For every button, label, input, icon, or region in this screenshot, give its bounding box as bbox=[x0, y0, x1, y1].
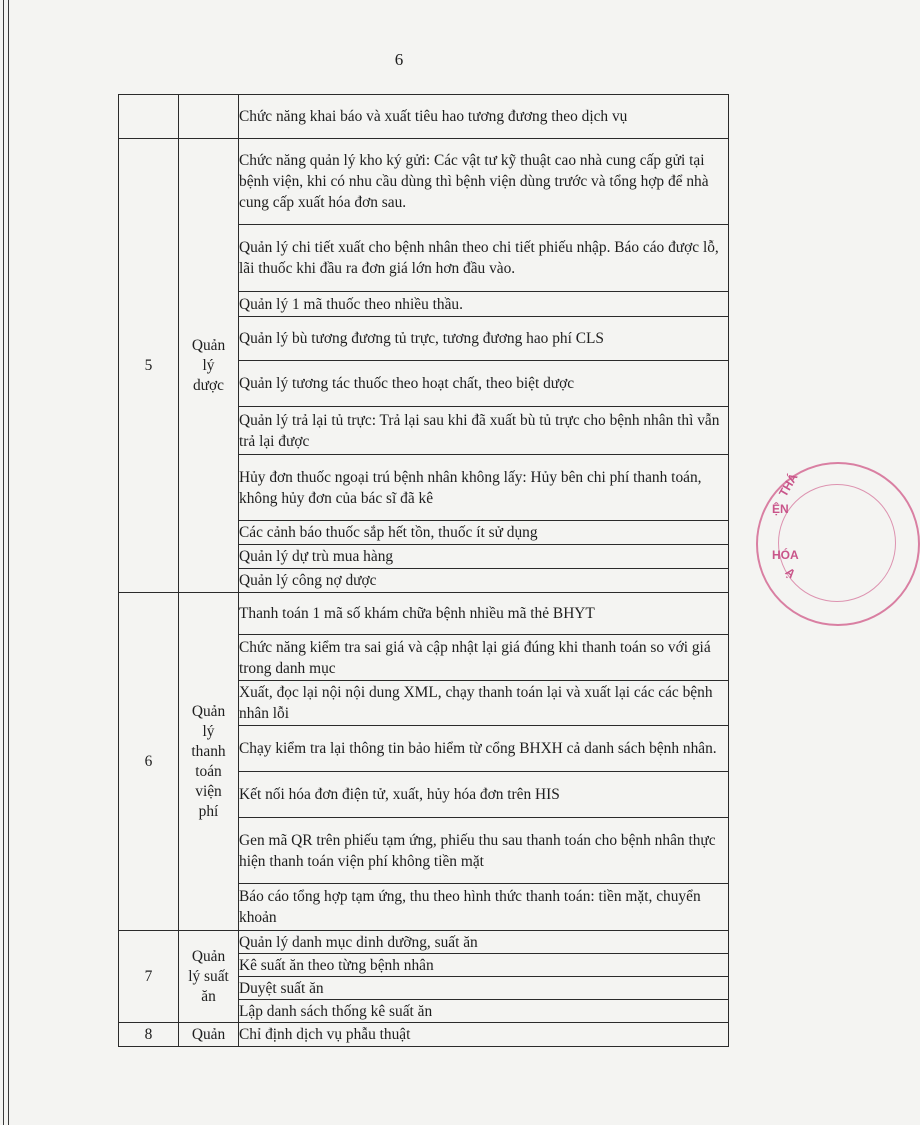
function-cell: Xuất, đọc lại nội nội dung XML, chạy thanh toán lại và xuất lại các các bệnh nhân lỗi bbox=[239, 681, 729, 726]
requirements-table bbox=[118, 94, 729, 1047]
function-cell: Quản lý chi tiết xuất cho bệnh nhân theo chi tiết phiếu nhập. Báo cáo được lỗ, lãi thuốc khi đầu ra đơn giá lớn hơn đầu vào. bbox=[239, 225, 729, 292]
table-row bbox=[119, 593, 729, 635]
no-cell: 6 bbox=[119, 593, 179, 931]
function-cell: Hủy đơn thuốc ngoại trú bệnh nhân không lấy: Hủy bên chi phí thanh toán, không hủy đơn của bác sĩ đã kê bbox=[239, 455, 729, 521]
group-word: phí bbox=[198, 802, 219, 820]
function-cell: Chỉ định dịch vụ phẫu thuật bbox=[239, 1023, 729, 1047]
group-word: viện bbox=[195, 782, 222, 800]
group-word: thanh bbox=[191, 742, 226, 760]
table-row bbox=[119, 95, 729, 139]
function-cell: Quản lý công nợ dược bbox=[239, 569, 729, 593]
seal-stamp-inner-ring bbox=[778, 484, 896, 602]
group-cell bbox=[179, 593, 239, 931]
stamp-text: ỆN bbox=[772, 502, 789, 516]
stamp-text: HÓA bbox=[772, 548, 799, 562]
function-cell: Chức năng quản lý kho ký gửi: Các vật tư kỹ thuật cao nhà cung cấp gửi tại bệnh viện, khi có nhu cầu dùng thì bệnh viện dùng trước và tổng hợp để nhà cung cấp xuất hóa đơn sau. bbox=[239, 139, 729, 225]
group-word: lý suất bbox=[188, 967, 229, 985]
binding-line-outer bbox=[3, 0, 4, 1125]
binding-line-inner bbox=[8, 0, 9, 1125]
group-word: dược bbox=[192, 376, 224, 394]
function-cell: Kết nối hóa đơn điện tử, xuất, hủy hóa đơn trên HIS bbox=[239, 772, 729, 818]
function-cell: Chức năng kiểm tra sai giá và cập nhật lại giá đúng khi thanh toán so với giá trong danh mục bbox=[239, 635, 729, 681]
function-cell: Quản lý dự trù mua hàng bbox=[239, 545, 729, 569]
stamp-text: Ạ bbox=[782, 564, 799, 582]
function-cell: Duyệt suất ăn bbox=[239, 977, 729, 1000]
group-word: lý bbox=[202, 356, 215, 374]
table-row bbox=[119, 139, 729, 225]
group-word: Quản bbox=[191, 336, 226, 354]
group-cell bbox=[179, 139, 239, 593]
function-cell: Các cảnh báo thuốc sắp hết tồn, thuốc ít sử dụng bbox=[239, 521, 729, 545]
function-cell: Quản lý 1 mã thuốc theo nhiều thầu. bbox=[239, 292, 729, 317]
function-cell: Gen mã QR trên phiếu tạm ứng, phiếu thu sau thanh toán cho bệnh nhân thực hiện thanh toán viện phí không tiền mặt bbox=[239, 818, 729, 884]
no-cell bbox=[119, 95, 179, 139]
table-row bbox=[119, 931, 729, 954]
function-cell: Chạy kiểm tra lại thông tin bảo hiểm từ cổng BHXH cả danh sách bệnh nhân. bbox=[239, 726, 729, 772]
function-cell: Chức năng khai báo và xuất tiêu hao tương đương theo dịch vụ bbox=[239, 95, 729, 139]
group-word: lý bbox=[202, 722, 215, 740]
table-row bbox=[119, 1023, 729, 1047]
stamp-text: THÁ bbox=[776, 470, 801, 500]
group-cell bbox=[179, 95, 239, 139]
no-cell: 8 bbox=[119, 1023, 179, 1047]
function-cell: Quản lý trả lại tủ trực: Trả lại sau khi đã xuất bù tủ trực cho bệnh nhân thì vẫn trả lại được bbox=[239, 407, 729, 455]
group-word: ăn bbox=[201, 987, 216, 1005]
group-word: Quản bbox=[191, 702, 226, 720]
function-cell: Lập danh sách thống kê suất ăn bbox=[239, 1000, 729, 1023]
function-cell: Báo cáo tổng hợp tạm ứng, thu theo hình thức thanh toán: tiền mặt, chuyển khoản bbox=[239, 884, 729, 931]
group-cell bbox=[179, 931, 239, 1023]
page-number: 6 bbox=[394, 50, 404, 69]
group-word: toán bbox=[195, 762, 222, 780]
function-cell: Quản lý danh mục dinh dưỡng, suất ăn bbox=[239, 931, 729, 954]
no-cell: 5 bbox=[119, 139, 179, 593]
group-word: Quản bbox=[191, 947, 226, 965]
function-cell: Quản lý tương tác thuốc theo hoạt chất, theo biệt dược bbox=[239, 361, 729, 407]
no-cell: 7 bbox=[119, 931, 179, 1023]
group-cell: Quản bbox=[179, 1023, 239, 1047]
function-cell: Kê suất ăn theo từng bệnh nhân bbox=[239, 954, 729, 977]
function-cell: Quản lý bù tương đương tủ trực, tương đương hao phí CLS bbox=[239, 317, 729, 361]
function-cell: Thanh toán 1 mã số khám chữa bệnh nhiều mã thẻ BHYT bbox=[239, 593, 729, 635]
